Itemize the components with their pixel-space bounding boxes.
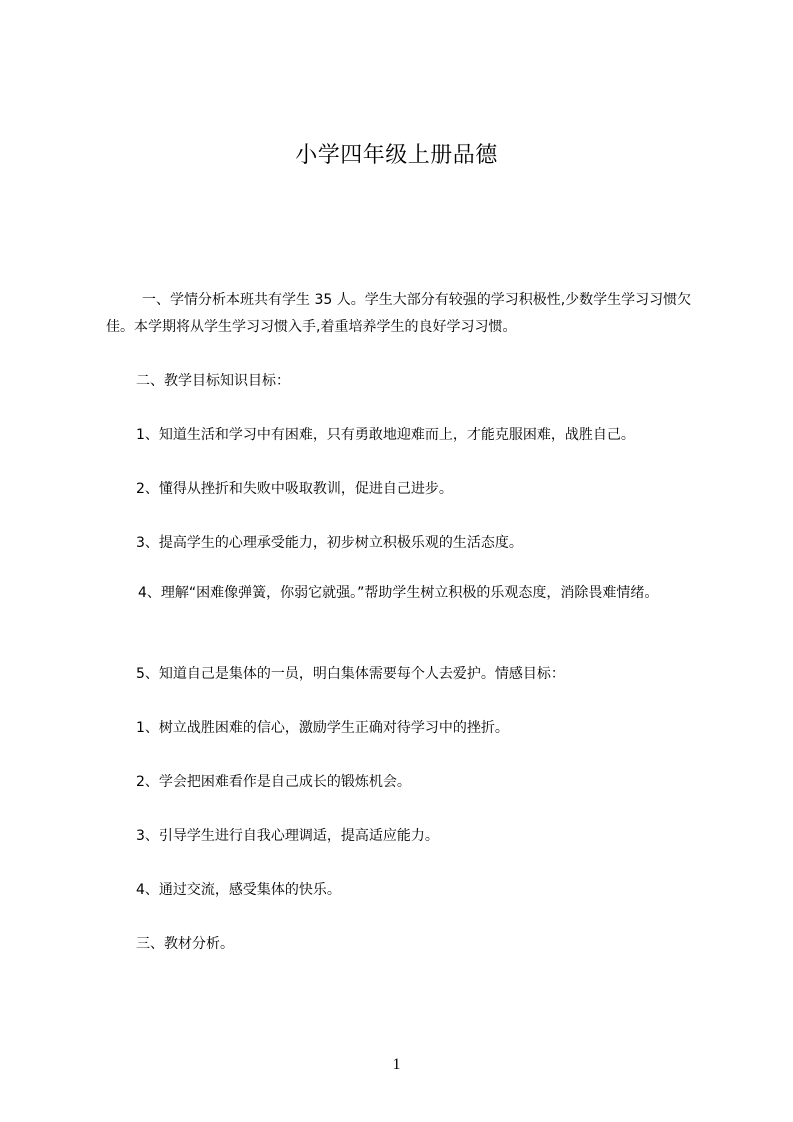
paragraph-knowledge-goal-3: 3、提高学生的心理承受能力，初步树立积极乐观的生活态度。 bbox=[136, 535, 523, 551]
paragraph-knowledge-goal-2: 2、懂得从挫折和失败中吸取教训，促进自己进步。 bbox=[136, 481, 453, 497]
paragraph-learning-analysis: 一、学情分析本班共有学生 35 人。学生大部分有较强的学习积极性,少数学生学习习惯欠佳。本学期将从学生学习习惯入手,着重培养学生的良好学习习惯。 bbox=[106, 292, 692, 335]
paragraph-textbook-analysis-heading: 三、教材分析。 bbox=[136, 936, 234, 952]
paragraph-knowledge-goal-1: 1、知道生活和学习中有困难，只有勇敢地迎难而上，才能克服困难，战胜自己。 bbox=[136, 427, 635, 443]
paragraph-emotion-goal-4: 4、通过交流，感受集体的快乐。 bbox=[136, 882, 341, 898]
paragraph-emotion-goal-3: 3、引导学生进行自我心理调适，提高适应能力。 bbox=[136, 828, 439, 844]
paragraph-emotion-goal-1: 1、树立战胜困难的信心，激励学生正确对待学习中的挫折。 bbox=[136, 720, 509, 736]
page-number: 1 bbox=[392, 1056, 401, 1073]
paragraph-knowledge-goal-5: 5、知道自己是集体的一员，明白集体需要每个人去爱护。情感目标： bbox=[136, 666, 565, 682]
paragraph-knowledge-goal-4: 4、理解“困难像弹簧，你弱它就强。”帮助学生树立积极的乐观态度，消除畏难情绪。 bbox=[138, 585, 659, 601]
paragraph-teaching-goals-heading: 二、教学目标知识目标： bbox=[136, 373, 290, 389]
paragraph-emotion-goal-2: 2、学会把困难看作是自己成长的锻炼机会。 bbox=[136, 774, 411, 790]
document-title: 小学四年级上册品德 bbox=[295, 143, 498, 168]
